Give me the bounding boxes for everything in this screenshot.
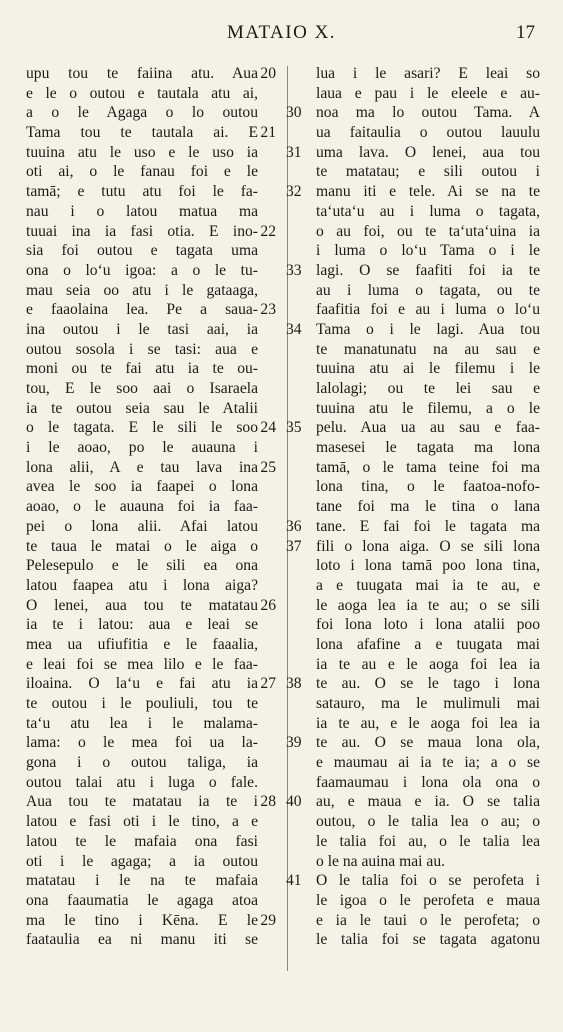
- text-line: [286, 103, 540, 123]
- line-text: mau seia oo atu i le gataaga,: [26, 281, 258, 299]
- text-line: [26, 379, 284, 399]
- text-line: [26, 911, 284, 931]
- text-line: [26, 477, 284, 497]
- text-line: [26, 655, 284, 675]
- line-text: le aoga lea ia te au; o se sili: [316, 596, 540, 614]
- text-line: [286, 143, 540, 163]
- text-line: [26, 537, 284, 557]
- line-text: iloaina. O la‘u e fai atu ia: [26, 675, 258, 693]
- line-text: tou, E le soo aai o Isaraela: [26, 380, 258, 397]
- verse-number: 37: [286, 537, 302, 555]
- line-text: e leai foi se mea lilo e le faa-: [26, 655, 258, 673]
- verse-number: 23: [260, 301, 276, 319]
- line-text: e le o outou e tautala atu ai,: [26, 84, 258, 102]
- line-text: tuuai ina ia fasi otia. E ino-: [26, 222, 258, 240]
- line-text: laua e pau i le eleele e au-: [316, 84, 540, 102]
- text-line: [286, 852, 540, 872]
- line-text: i luma o lo‘u Tama o i le: [316, 242, 540, 260]
- text-line: [26, 852, 284, 872]
- line-text: pei o lona alii. Afai latou: [26, 517, 258, 535]
- verse-number: 39: [286, 734, 302, 752]
- text-line: [286, 399, 540, 419]
- left-text-column: [26, 64, 284, 950]
- line-text: ta‘uta‘u au i luma o tagata,: [316, 202, 540, 220]
- text-line: [26, 143, 284, 163]
- line-text: lalolagi; ou te lei sau e: [316, 380, 540, 397]
- text-line: [286, 182, 540, 202]
- verse-number: 36: [286, 517, 302, 535]
- text-line: [286, 576, 540, 596]
- text-line: [26, 261, 284, 281]
- verse-number: 22: [260, 222, 276, 240]
- text-line: [286, 733, 540, 753]
- line-text: le igoa o le perofeta e maua: [316, 891, 540, 909]
- text-line: [26, 773, 284, 793]
- text-line: [286, 497, 540, 517]
- line-text: tamā, o le tama teine foi ma: [316, 458, 540, 476]
- text-line: [286, 123, 540, 143]
- line-text: avea le soo ia faapei o lona: [26, 478, 258, 496]
- verse-number: 29: [260, 911, 276, 929]
- text-line: [26, 871, 284, 891]
- line-text: mea ua ufiufitia e le faaalia,: [26, 635, 258, 653]
- verse-number: 30: [286, 104, 302, 122]
- text-line: [286, 84, 540, 104]
- text-line: [286, 674, 540, 694]
- text-line: [26, 497, 284, 517]
- line-text: lama: o le mea foi ua la-: [26, 734, 258, 752]
- line-text: lagi. O se faafiti foi ia te: [316, 261, 540, 279]
- line-text: loto i lona tamā poo lona tina,: [316, 557, 540, 575]
- line-text: a o le Agaga o lo outou: [26, 104, 258, 122]
- line-text: latou e fasi oti i le tino, a e: [26, 813, 258, 831]
- text-line: [286, 655, 540, 675]
- text-line: [286, 930, 540, 950]
- line-text: a e tuugata mai ia te au, e: [316, 576, 540, 594]
- page-number: 17: [516, 22, 535, 43]
- line-text: le talia foi au, o le talia lea: [316, 832, 540, 850]
- line-text: te matatau; e sili outou i: [316, 163, 540, 181]
- line-text: outou sosola i se tasi: aua e: [26, 340, 258, 358]
- text-line: [26, 576, 284, 596]
- text-line: [286, 458, 540, 478]
- verse-number: 28: [260, 793, 276, 811]
- text-line: [286, 477, 540, 497]
- line-text: te outou i le pouliuli, tou te: [26, 695, 258, 712]
- line-text: faamaumau i lona ola ona o: [316, 773, 540, 791]
- text-line: [286, 202, 540, 222]
- line-text: sia foi outou e tagata uma: [26, 242, 258, 260]
- line-text: te manatunatu na au sau e: [316, 340, 540, 358]
- text-line: [26, 596, 284, 616]
- line-text: au, e maua e ia. O se talia: [316, 793, 540, 811]
- line-text: au i luma o tagata, ou te: [316, 281, 540, 299]
- text-line: [286, 753, 540, 773]
- text-line: [26, 832, 284, 852]
- text-line: [286, 714, 540, 734]
- line-text: Aua tou te matatau ia te i: [26, 793, 258, 811]
- text-line: [286, 537, 540, 557]
- text-line: [26, 812, 284, 832]
- line-text: manu iti e tele. Ai se na te: [316, 183, 540, 201]
- line-text: pelu. Aua ua au sau e faa-: [316, 419, 540, 437]
- line-text: ia te au, e le aoga foi lea ia: [316, 714, 540, 732]
- text-line: [26, 300, 284, 320]
- line-text: o le tagata. E le sili le soo: [26, 419, 258, 437]
- text-line: [286, 792, 540, 812]
- line-text: tuuina atu le filemu, a o le: [316, 399, 540, 417]
- line-text: ona o lo‘u igoa: a o le tu-: [26, 261, 258, 279]
- text-line: [26, 714, 284, 734]
- text-line: [286, 418, 540, 438]
- text-line: [286, 64, 540, 84]
- text-line: [26, 418, 284, 438]
- text-line: [26, 320, 284, 340]
- text-line: [286, 162, 540, 182]
- text-line: [286, 615, 540, 635]
- text-line: [26, 615, 284, 635]
- line-text: masesei le tagata ma lona: [316, 439, 540, 457]
- text-line: [26, 694, 284, 714]
- line-text: matatau i le na te mafaia: [26, 872, 258, 890]
- line-text: O le talia foi o se perofeta i: [316, 872, 540, 890]
- verse-number: 38: [286, 675, 302, 693]
- line-text: latou te le mafaia ona fasi: [26, 832, 258, 850]
- text-line: [26, 182, 284, 202]
- text-line: [286, 379, 540, 399]
- line-text: ua faitaulia o outou lauulu: [316, 124, 540, 142]
- text-line: [26, 202, 284, 222]
- text-line: [26, 123, 284, 143]
- text-line: [26, 281, 284, 301]
- text-line: [286, 222, 540, 242]
- verse-number: 24: [260, 419, 276, 437]
- text-line: [286, 832, 540, 852]
- verse-number: 33: [286, 261, 302, 279]
- line-text: le talia foi se tagata agatonu: [316, 931, 540, 949]
- verse-number: 40: [286, 793, 302, 811]
- line-text: ia te au e le aoga foi lea ia: [316, 655, 540, 673]
- line-text: e maumau ai ia te ia; a o se: [316, 754, 540, 772]
- text-line: [26, 753, 284, 773]
- text-line: [26, 458, 284, 478]
- text-line: [26, 359, 284, 379]
- text-line: [286, 300, 540, 320]
- text-line: [286, 812, 540, 832]
- verse-number: 26: [260, 596, 276, 614]
- text-line: [26, 792, 284, 812]
- line-text: Tama tou te tautala ai. E: [26, 124, 258, 142]
- line-text: outou, o le talia lea o au; o: [316, 813, 540, 831]
- line-text: o le na auina mai au.: [316, 852, 446, 870]
- text-line: [286, 911, 540, 931]
- line-text: outou talai atu i luga o fale.: [26, 773, 258, 791]
- verse-number: 20: [260, 65, 276, 82]
- line-text: ona faaumatia le agaga atoa: [26, 891, 258, 909]
- line-text: lona alii, A e tau lava ina: [26, 458, 258, 476]
- text-line: [286, 694, 540, 714]
- line-text: e ia le taui o le perofeta; o: [316, 911, 540, 929]
- line-text: tane. E fai foi le tagata ma: [316, 517, 540, 535]
- text-line: [26, 635, 284, 655]
- line-text: O lenei, aua tou te matatau: [26, 596, 258, 614]
- page-header: [0, 20, 563, 48]
- line-text: oti i le agaga; a ia outou: [26, 852, 258, 870]
- text-line: [26, 517, 284, 537]
- line-text: lona afafine a e tuugata mai: [316, 635, 540, 653]
- verse-number: 41: [286, 872, 302, 890]
- text-line: [286, 773, 540, 793]
- line-text: aoao, o le auauna foi ia faa-: [26, 498, 258, 516]
- text-line: [286, 635, 540, 655]
- text-line: [286, 871, 540, 891]
- text-line: [286, 359, 540, 379]
- line-text: noa ma lo outou Tama. A: [316, 104, 540, 122]
- text-line: [26, 162, 284, 182]
- verse-number: 31: [286, 143, 302, 161]
- text-line: [26, 64, 284, 84]
- text-line: [26, 438, 284, 458]
- line-text: nau i o latou matua ma: [26, 202, 258, 220]
- text-line: [26, 84, 284, 104]
- line-text: tane foi ma le tina o lana: [316, 498, 540, 516]
- line-text: uma lava. O lenei, aua tou: [316, 143, 540, 161]
- text-line: [26, 399, 284, 419]
- line-text: tuuina atu le uso e le uso ia: [26, 143, 258, 161]
- text-line: [26, 891, 284, 911]
- text-line: [286, 438, 540, 458]
- line-text: i le aoao, po le auauna i: [26, 439, 258, 457]
- line-text: e faaolaina lea. Pe a saua-: [26, 301, 258, 319]
- text-line: [286, 517, 540, 537]
- line-text: Tama o i le lagi. Aua tou: [316, 320, 540, 338]
- line-text: fili o lona aiga. O se sili lona: [316, 537, 540, 555]
- line-text: satauro, ma le mulimuli mai: [316, 695, 540, 712]
- verse-number: 25: [260, 458, 276, 476]
- text-line: [26, 103, 284, 123]
- text-line: [26, 674, 284, 694]
- line-text: Pelesepulo e le sili ea ona: [26, 557, 258, 575]
- text-line: [26, 733, 284, 753]
- text-line: [286, 241, 540, 261]
- line-text: faafitia foi e au i luma o lo‘u: [316, 301, 540, 319]
- line-text: ma le tino i Kēna. E le: [26, 911, 258, 929]
- line-text: ia te i latou: aua e leai se: [26, 616, 258, 634]
- line-text: lua i le asari? E leai so: [316, 65, 540, 82]
- line-text: lona tina, o le faatoa-nofo-: [316, 478, 540, 496]
- line-text: faataulia ea ni manu iti se: [26, 931, 258, 949]
- text-line: [26, 222, 284, 242]
- text-line: [286, 556, 540, 576]
- text-line: [286, 596, 540, 616]
- text-line: [26, 556, 284, 576]
- verse-number: 27: [260, 675, 276, 693]
- line-text: gona i o outou taliga, ia: [26, 754, 258, 772]
- text-line: [286, 891, 540, 911]
- text-line: [26, 930, 284, 950]
- text-line: [286, 281, 540, 301]
- line-text: upu tou te faiina atu. Aua: [26, 65, 258, 82]
- line-text: tamā; e tutu atu foi le fa-: [26, 183, 258, 201]
- verse-number: 32: [286, 183, 302, 201]
- line-text: latou faapea atu i lona aiga?: [26, 576, 258, 594]
- text-line: [286, 261, 540, 281]
- line-text: moni ou te fai atu ia te ou-: [26, 360, 258, 378]
- text-line: [286, 340, 540, 360]
- line-text: tuuina atu ai le filemu i le: [316, 360, 540, 378]
- text-line: [286, 320, 540, 340]
- verse-number: 35: [286, 419, 302, 437]
- line-text: te au. O se maua lona ola,: [316, 734, 540, 752]
- text-line: [26, 340, 284, 360]
- right-text-column: [286, 64, 540, 950]
- line-text: foi lona loto i lona atalii poo: [316, 616, 540, 634]
- verse-number: 34: [286, 320, 302, 338]
- running-title: MATAIO X.: [226, 22, 337, 43]
- line-text: te taua le matai o le aiga o: [26, 537, 258, 555]
- line-text: te au. O se le tago i lona: [316, 675, 540, 693]
- line-text: o au foi, ou te ta‘uta‘uina ia: [316, 222, 540, 240]
- verse-number: 21: [260, 124, 276, 142]
- line-text: ta‘u atu lea i le malama-: [26, 714, 258, 732]
- line-text: ina outou i le tasi aai, ia: [26, 320, 258, 338]
- text-line: [26, 241, 284, 261]
- line-text: oti ai, o le fanau foi e le: [26, 163, 258, 181]
- line-text: ia te outou seia sau le Atalii: [26, 399, 258, 417]
